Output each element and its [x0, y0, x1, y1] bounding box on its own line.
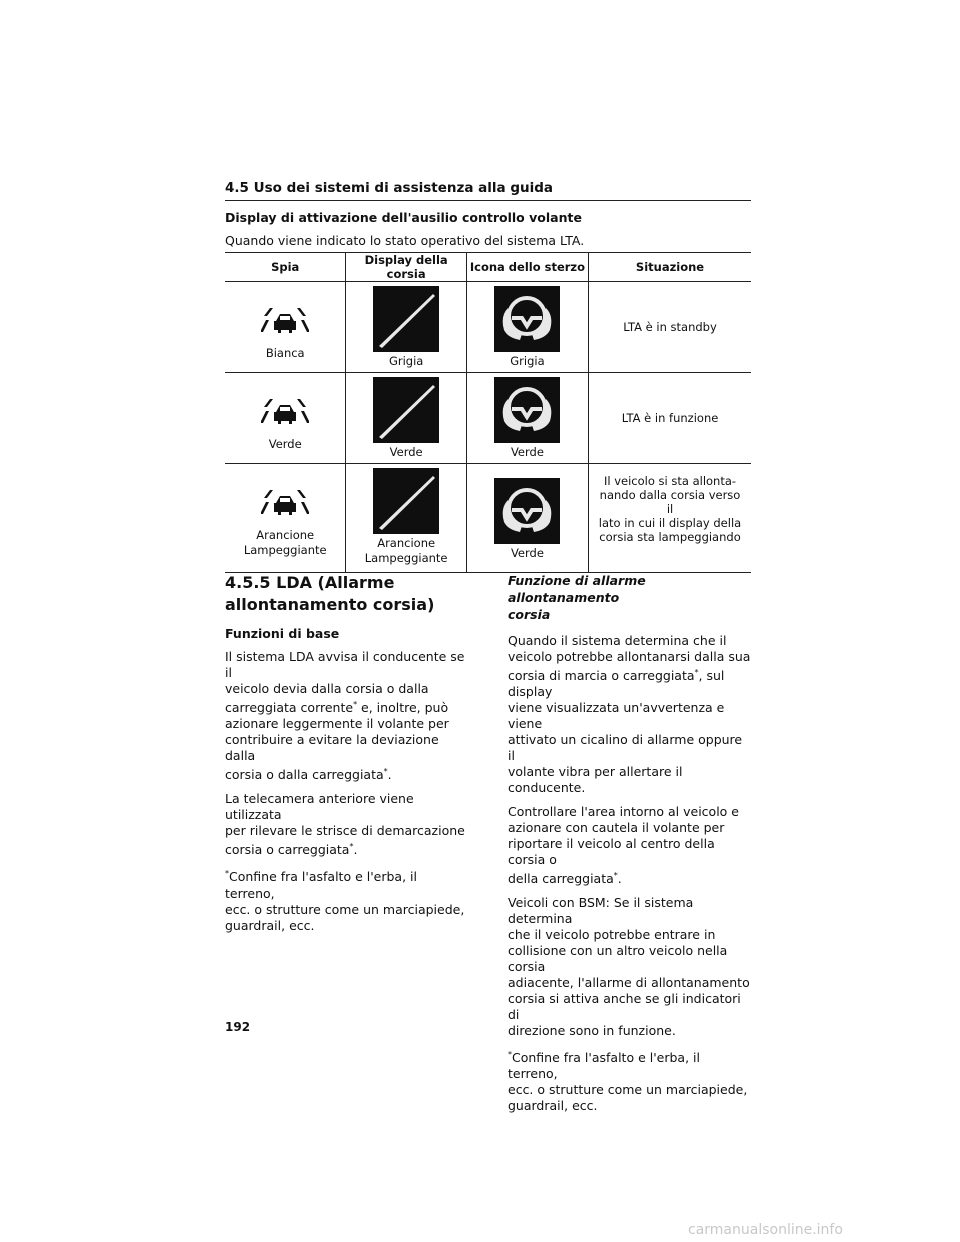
footnote-marker: * — [383, 767, 388, 777]
text-line: Confine fra l'asfalto e l'erba, il terreno, — [508, 1050, 700, 1082]
text-line: Confine fra l'asfalto e l'erba, il terreno, — [225, 869, 417, 901]
footnote-marker: * — [353, 700, 358, 709]
situazione-line: LTA è in funzione — [621, 411, 719, 425]
footnote-right — [508, 1047, 753, 1114]
lane-display-icon — [373, 286, 439, 352]
lda-right-column — [508, 572, 753, 1114]
display-section-intro: Quando viene indicato lo stato operativo del sistema LTA. — [225, 233, 585, 248]
warning-paragraph-1 — [508, 633, 753, 796]
lane-car-icon — [261, 302, 309, 346]
table-header-row — [225, 253, 751, 282]
text-line: adiacente, l'allarme di allontanamento — [508, 975, 750, 991]
lda-left-column — [225, 572, 465, 934]
text-line: veicolo devia dalla corsia o dalla — [225, 681, 429, 696]
text-line: e, inoltre, può — [357, 700, 449, 716]
corsia-cell — [346, 282, 466, 373]
warning-function-heading — [508, 572, 753, 623]
text-line: volante vibra per allertare il conducente. — [508, 764, 683, 796]
lda-title-line: allontanamento corsia) — [225, 595, 435, 614]
spia-label: Verde — [268, 437, 302, 451]
watermark: carmanualsonline.info — [688, 1222, 843, 1238]
corsia-cell — [346, 464, 466, 573]
text-line: contribuire a evitare la deviazione dalla — [225, 732, 439, 764]
text-line: collisione con un altro veicolo nella corsia — [508, 943, 728, 975]
text-line: azionare con cautela il volante per — [508, 820, 725, 836]
lane-display-icon — [373, 468, 439, 534]
sterzo-cell — [466, 282, 588, 373]
text-line: attivato un cicalino di allarme oppure il — [508, 732, 743, 764]
section-title: 4.5 Uso dei sistemi di assistenza alla guida — [225, 180, 554, 196]
text-line: . — [387, 767, 392, 783]
text-line: guardrail, ecc. — [225, 917, 315, 933]
spia-cell — [225, 373, 346, 464]
situazione-cell — [589, 464, 751, 573]
text-line: ecc. o strutture come un marciapiede, — [508, 1082, 748, 1098]
lane-car-icon — [261, 393, 309, 437]
situazione-line: LTA è in standby — [623, 320, 717, 334]
text-line: Controllare l'area intorno al veicolo e — [508, 804, 739, 820]
text-line: corsia si attiva anche se gli indicatori di — [508, 991, 741, 1023]
corsia-label: Lampeggiante — [364, 551, 448, 565]
sterzo-cell — [466, 464, 588, 573]
warning-paragraph-3 — [508, 895, 753, 1039]
sterzo-cell — [466, 373, 588, 464]
text-line: Quando il sistema determina che il — [508, 633, 727, 648]
text-line: guardrail, ecc. — [508, 1098, 598, 1114]
footnote-marker: * — [694, 668, 699, 677]
text-line: corsia o dalla carreggiata — [225, 767, 384, 783]
text-line: riportare il veicolo al centro della corsia o — [508, 836, 715, 868]
text-line: veicolo potrebbe allontanarsi dalla sua — [508, 649, 751, 664]
text-line: azionare leggermente il volante per — [225, 716, 449, 732]
steering-hands-icon — [494, 377, 560, 443]
text-line: La telecamera anteriore viene utilizzata — [225, 791, 414, 823]
text-line: che il veicolo potrebbe entrare in — [508, 927, 716, 943]
text-line: per rilevare le strisce di demarcazione — [225, 823, 465, 839]
situazione-line: corsia sta lampeggiando — [599, 530, 741, 544]
table-row — [225, 282, 751, 373]
spia-cell — [225, 282, 346, 373]
situazione-line: lato in cui il display della — [598, 516, 742, 530]
page-number: 192 — [225, 1020, 251, 1034]
spia-label: Bianca — [265, 346, 305, 360]
lane-car-icon — [261, 484, 309, 528]
footnote-left — [225, 866, 465, 933]
spia-label: Lampeggiante — [243, 543, 327, 557]
corsia-cell — [346, 373, 466, 464]
text-line: Funzione di allarme allontanamento — [508, 573, 646, 605]
text-line: corsia o carreggiata — [225, 842, 350, 858]
column-header-sterzo: Icona dello sterzo — [466, 253, 588, 282]
footnote-marker: * — [508, 1050, 512, 1060]
column-header-corsia: Display della corsia — [346, 253, 466, 282]
situazione-line: nando dalla corsia verso il — [599, 488, 741, 516]
situazione-line: Il veicolo si sta allonta- — [603, 474, 737, 488]
display-section-title: Display di attivazione dell'ausilio controllo volante — [225, 210, 582, 225]
corsia-label: Verde — [389, 445, 423, 459]
lane-display-icon — [373, 377, 439, 443]
basic-paragraph-1 — [225, 649, 465, 783]
text-line: . — [617, 871, 622, 887]
text-line: direzione sono in funzione. — [508, 1023, 676, 1039]
sterzo-label: Verde — [510, 546, 544, 560]
lta-status-table — [225, 252, 751, 573]
text-line: viene visualizzata un'avvertenza e viene — [508, 700, 725, 732]
table-row — [225, 373, 751, 464]
section-header — [225, 178, 751, 201]
text-line: . — [353, 842, 358, 858]
text-line: corsia di marcia o carreggiata — [508, 668, 695, 684]
warning-paragraph-2 — [508, 804, 753, 887]
basic-paragraph-2 — [225, 791, 465, 858]
text-line: ecc. o strutture come un marciapiede, — [225, 901, 465, 917]
text-line: Il sistema LDA avvisa il conducente se il — [225, 649, 465, 680]
spia-label: Arancione — [256, 528, 315, 542]
situazione-cell — [589, 373, 751, 464]
situazione-cell — [589, 282, 751, 373]
text-line: corsia — [508, 607, 551, 622]
column-header-spia: Spia — [225, 253, 346, 282]
footnote-marker: * — [613, 871, 618, 881]
footnote-marker: * — [225, 869, 229, 879]
table-row — [225, 464, 751, 573]
steering-hands-icon — [494, 286, 560, 352]
basic-functions-heading: Funzioni di base — [225, 626, 340, 641]
corsia-label: Arancione — [377, 536, 436, 550]
text-line: della carreggiata — [508, 871, 614, 887]
corsia-label: Grigia — [388, 354, 424, 368]
lda-title — [225, 572, 465, 616]
text-line: , sul display — [508, 668, 725, 700]
sterzo-label: Verde — [510, 445, 544, 459]
sterzo-label: Grigia — [510, 354, 545, 368]
text-line: carreggiata corrente — [225, 700, 354, 716]
steering-hands-icon — [494, 478, 560, 544]
lda-title-line: 4.5.5 LDA (Allarme — [225, 573, 395, 592]
spia-cell — [225, 464, 346, 573]
text-line: Veicoli con BSM: Se il sistema determina — [508, 895, 694, 927]
footnote-marker: * — [349, 842, 354, 852]
column-header-situazione: Situazione — [589, 253, 751, 282]
